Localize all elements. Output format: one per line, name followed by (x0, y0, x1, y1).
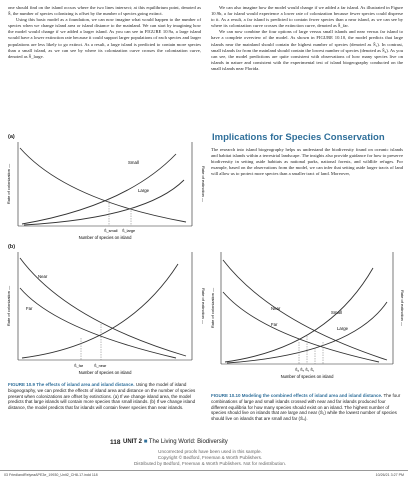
print-slug (0, 470, 408, 481)
ticks-s1-s4: Ŝ₄ Ŝ₃ Ŝ₂ Ŝ₁ (295, 368, 315, 372)
right-paragraph-2: We can now combine the four options of large versus small islands and near versus far island to have a complete overview of the model. As shown in FIGURE 10.10, the model predicts that large islands near the mainland should contain the highest number of species (denoted as Ŝ₁). In contrast, small islands far from the mainland should contain the lowest number of species (denoted as Ŝ₄). As you can see, the model predictions are quite consistent with observations of how many species live on islands in nature and consistent with the experimental test of island biogeography conducted on the small islands near Florida. (211, 29, 403, 71)
y-axis-right-10: Rate of extinction — (400, 289, 405, 327)
x-axis-label-10: Number of species on island (280, 374, 334, 379)
caption-figure-10-9 (8, 382, 201, 411)
right-paragraph-1: We can also imagine how the model would change if we added a far island. As illustrated in Figure 10.9b, a far island would experience a lower rate of colonization because fewer species could disperse to it. As a result, a far island is predicted to contain fewer species than a near island, as we can see by where its colonization curve crosses the extinction curve, denoted as Ŝ_far. (211, 5, 403, 29)
tick-s-large: Ŝ_large (122, 229, 136, 233)
tick-s-small: Ŝ_small (104, 229, 118, 233)
panel-label-a: (a) (8, 134, 15, 140)
y-axis-left-10: Rate of colonization — (210, 287, 215, 329)
left-paragraph-1: one should find on the island occurs where the two lines intersect; at this equilibrium point, denoted as Ŝ, the number of species colonizing is offset by the number of species going extinct. (8, 5, 201, 17)
panel-label-b: (b) (8, 244, 16, 250)
caption-10-10-lead: FIGURE 10.10 Modeling the combined effects of island area and island distance. (211, 393, 383, 398)
caption-10-10-text: The four combinations of large and small islands crossed with near and far islands produced four different equilibria for how many species should exist on an island. The highest number of species should live on islands that are large and near (Ŝ₁) while the lowest number of species should live on islands that are small and far (Ŝ₄). (211, 393, 401, 422)
x-axis-label-a: Number of species on island (78, 235, 132, 240)
tick-s-near: Ŝ_near (94, 364, 107, 368)
tick-s-far: Ŝ_far (74, 364, 84, 368)
unit-number: UNIT 2 (123, 439, 143, 445)
sidebar-title: Implications for Species Conservation (212, 132, 385, 143)
copyright-line-1: Uncorrected proofs have been used in this sample. (158, 449, 262, 454)
sidebar-text: The research into island biogeography helps us understand the biodiversity found on oceanic islands and habitat islands within a terrestrial landscape. The insights also provide guidance for how to preserve biodiversity in setting aside habitats as national parks, national forests, and wildlife refuges. For example, based on the observations from the model, we can infer that setting aside larger tracts of land will allow us to protect more species than a smaller tract of land. Moreover, (211, 147, 403, 177)
unit-title: The Living World: Biodiversity (148, 439, 228, 445)
left-column (8, 5, 201, 60)
curve-label-large-10: Large (337, 326, 348, 331)
curve-label-small-10: Small (331, 310, 342, 315)
y-axis-right-a: Rate of extinction — (201, 165, 206, 203)
extinction-curve-large (24, 180, 184, 225)
figure-10-10 (211, 250, 406, 392)
page-number: 118 (110, 439, 121, 446)
curve-label-far-10: Far (271, 322, 278, 327)
x-axis-label-b: Number of species on island (78, 370, 132, 375)
curve-label-small: Small (128, 160, 139, 165)
figure-10-9a (6, 140, 206, 244)
caption-10-9-lead: FIGURE 10.9 The effects of island area and island distance. (8, 382, 135, 387)
copyright-line-2: Copyright © Bedford, Freeman & Worth Publishers. (157, 455, 263, 460)
left-paragraph-2: Using this basic model as a foundation, we can now imagine what would happen to the number of species when we change island area or island distance to the mainland. We can start by imagining how the model would change if we added a larger island. As you can see in FIGURE 10.9a, a large island would have a lower extinction rate because it could support larger populations of each species and larger populations are less likely to go extinct. As a result, a large island is predicted to contain more species than a small island, as we can see by where its colonization curve crosses the colonization curve, denoted as Ŝ_large. (8, 17, 201, 59)
copyright-notice (110, 449, 310, 467)
file-name: 03 FriedlandRelyeaAPE3e_19930_Unit2_CH8-17.indd 118 (4, 473, 98, 477)
y-axis-left-a: Rate of colonization — (6, 163, 11, 205)
caption-10-9-text: Using the model of island biogeography, we can predict the effects of island area and distance on the number of species present when colonizations are offset by extinctions. (a) If we change island area, the model predicts that large islands will contain more species than small islands. (b) If we change island distance, the model predicts that far islands will contain fewer species than near islands. (8, 382, 196, 411)
y-axis-left-b: Rate of colonization — (6, 285, 11, 327)
colonization-curve-a (20, 148, 186, 222)
extinction-curve-small (22, 154, 176, 224)
copyright-line-3: Distributed by Bedford, Freeman & Worth Publishers. Not for redistribution. (133, 461, 287, 466)
caption-figure-10-10 (211, 393, 403, 422)
colonization-curve-far (20, 288, 176, 358)
curve-label-large: Large (138, 188, 149, 193)
right-column (211, 5, 403, 72)
curve-label-near-10: Near (271, 306, 281, 311)
unit-label: UNIT 2 ■ The Living World: Biodiversity (123, 439, 228, 445)
y-axis-right-b: Rate of extinction — (201, 287, 206, 325)
colonization-curve-near (20, 258, 186, 356)
print-date: 10/26/21 3:27 PM (375, 473, 404, 477)
colonization-curve-near-10 (223, 260, 387, 360)
curve-label-near: Near (38, 274, 48, 279)
curve-label-far: Far (26, 306, 33, 311)
figure-10-9b (6, 250, 206, 382)
